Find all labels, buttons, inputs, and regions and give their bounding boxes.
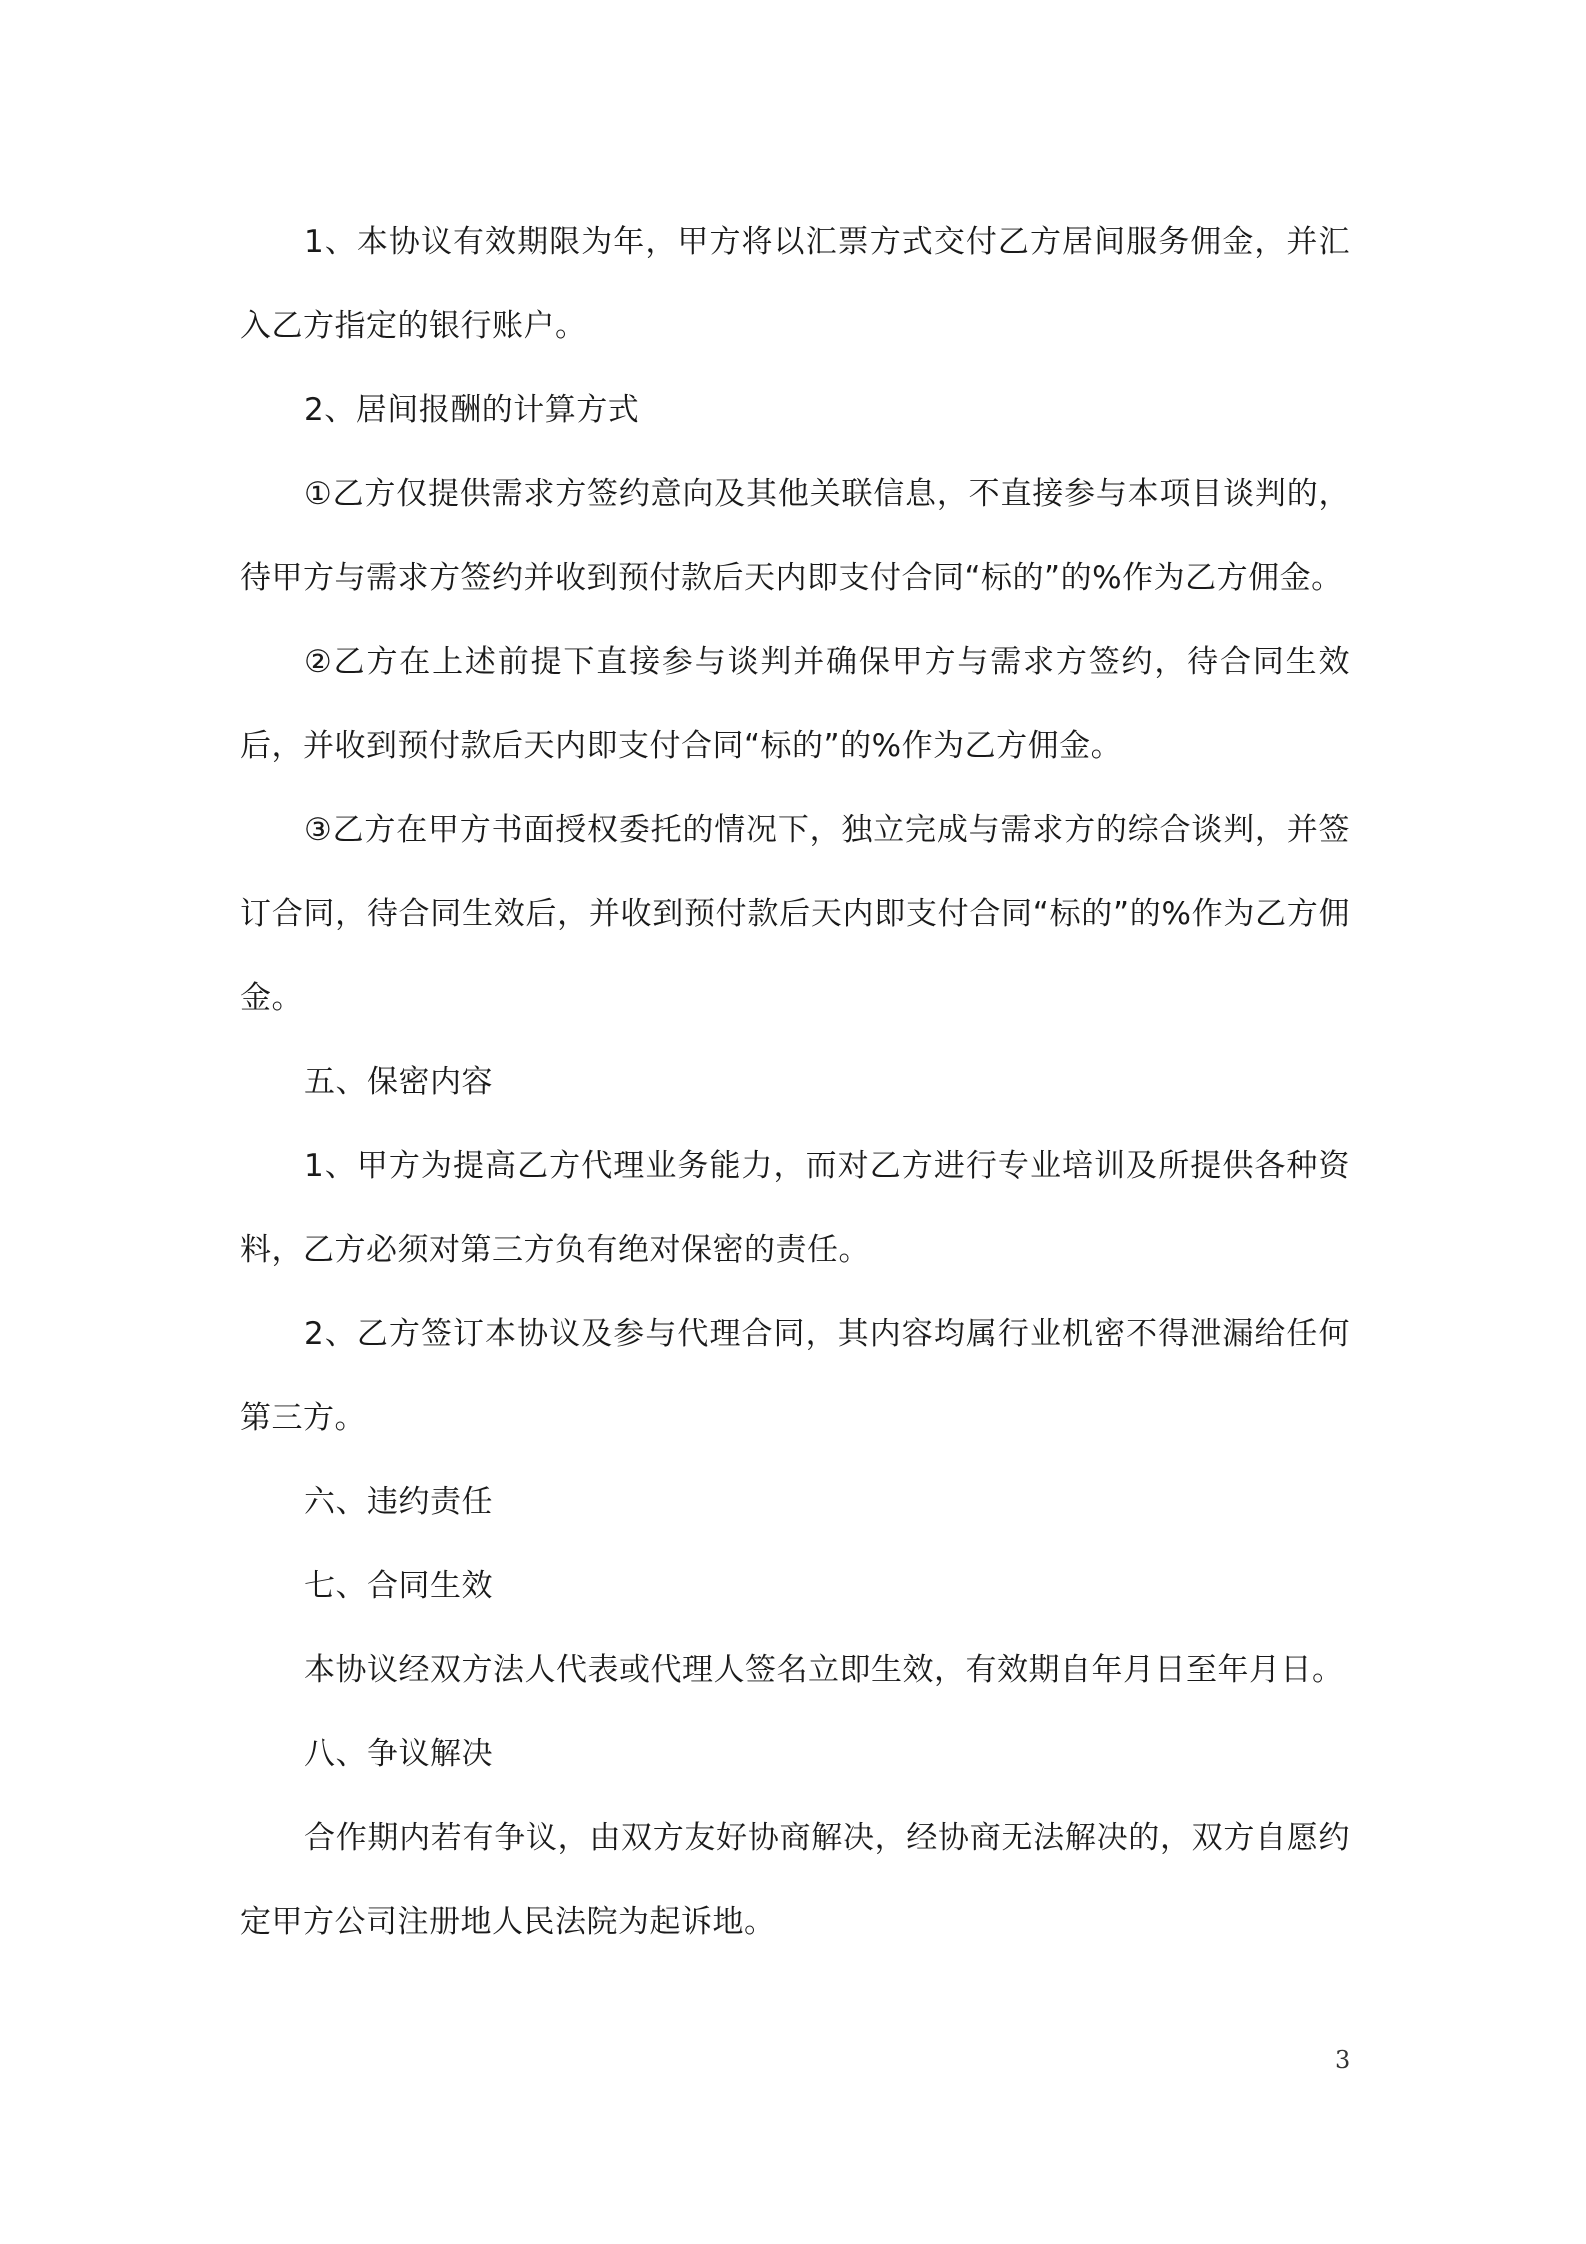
paragraph-term-1: 1、本协议有效期限为年，甲方将以汇票方式交付乙方居间服务佣金，并汇入乙方指定的银行账户。 (240, 224, 1350, 344)
paragraph-fee-option-2: ②乙方在上述前提下直接参与谈判并确保甲方与需求方签约，待合同生效后，并收到预付款后天内即支付合同“标的”的%作为乙方佣金。 (240, 644, 1350, 764)
paragraph-fee-calculation: 2、居间报酬的计算方式 (304, 392, 640, 428)
section-heading-dispute: 八、争议解决 (304, 1736, 493, 1772)
paragraph-confidentiality-2: 2、乙方签订本协议及参与代理合同，其内容均属行业机密不得泄漏给任何第三方。 (240, 1316, 1350, 1436)
paragraph-dispute: 合作期内若有争议，由双方友好协商解决，经协商无法解决的，双方自愿约定甲方公司注册地人民法院为起诉地。 (240, 1820, 1350, 1940)
paragraph-confidentiality-1: 1、甲方为提高乙方代理业务能力，而对乙方进行专业培训及所提供各种资料，乙方必须对第三方负有绝对保密的责任。 (240, 1148, 1350, 1268)
paragraph-fee-option-3: ③乙方在甲方书面授权委托的情况下，独立完成与需求方的综合谈判，并签订合同，待合同生效后，并收到预付款后天内即支付合同“标的”的%作为乙方佣金。 (240, 812, 1350, 1016)
paragraph-fee-option-1: ①乙方仅提供需求方签约意向及其他关联信息，不直接参与本项目谈判的，待甲方与需求方签约并收到预付款后天内即支付合同“标的”的%作为乙方佣金。 (240, 476, 1350, 596)
section-heading-breach: 六、违约责任 (304, 1484, 493, 1520)
paragraph-effectiveness: 本协议经双方法人代表或代理人签名立即生效，有效期自年月日至年月日。 (304, 1652, 1344, 1688)
section-heading-confidentiality: 五、保密内容 (304, 1064, 493, 1100)
section-heading-effectiveness: 七、合同生效 (304, 1568, 493, 1604)
document-body (240, 200, 1350, 1964)
page-number: 3 (1335, 2046, 1351, 2074)
